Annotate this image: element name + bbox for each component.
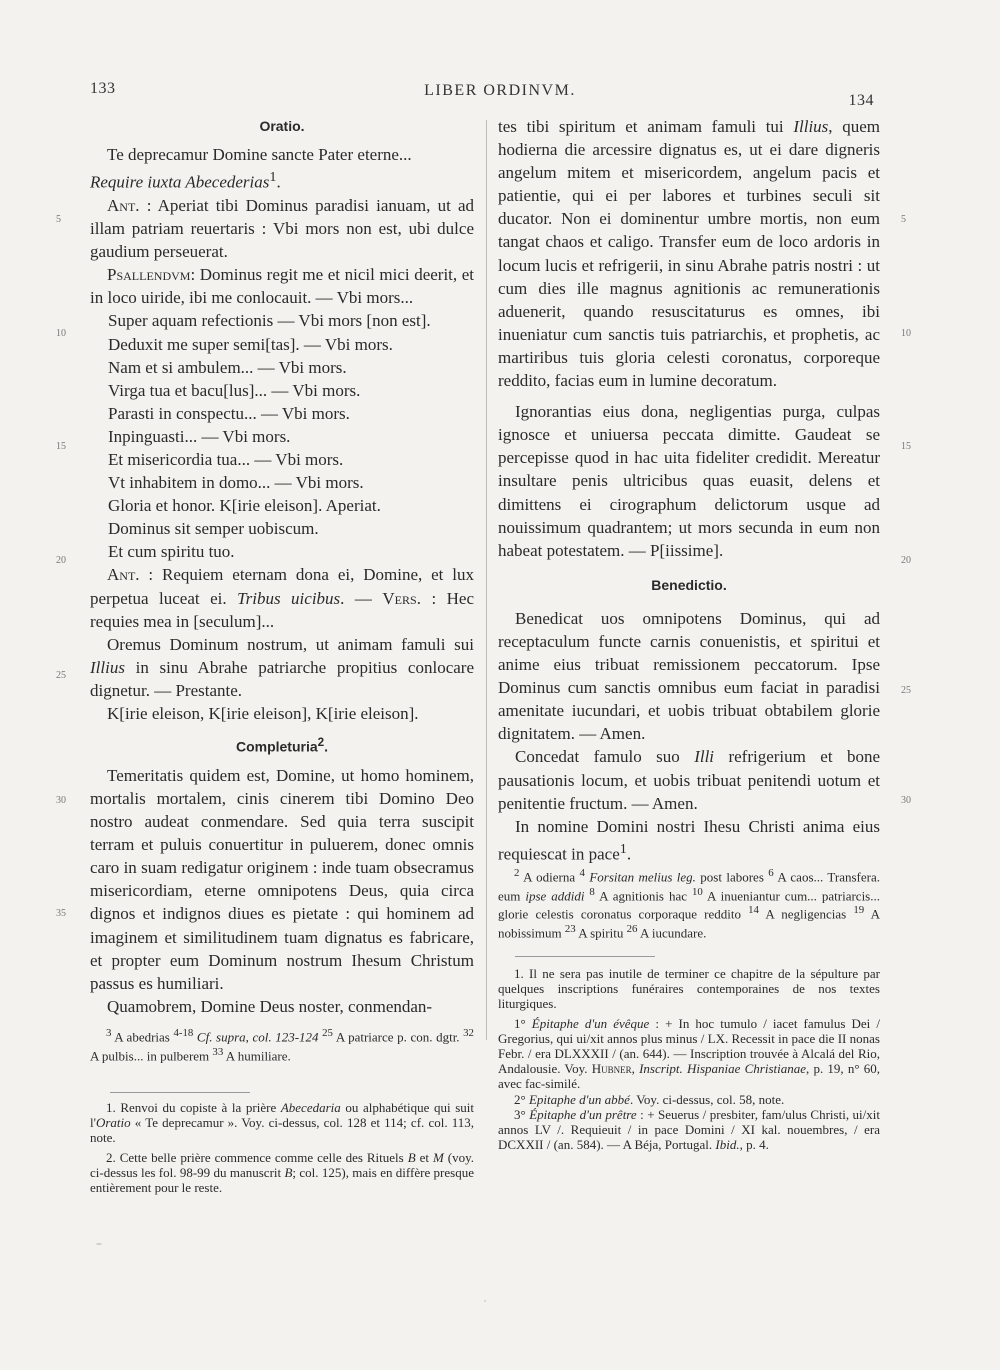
text: In nomine Domini nostri Ihesu Christi anima eius requiescat in pace <box>498 816 880 864</box>
footnote <box>90 1150 474 1196</box>
text: Hubner <box>591 1061 632 1077</box>
variant-text: Forsitan melius leg. <box>589 869 696 885</box>
text: 1. Renvoi du copiste à la prière <box>106 1100 281 1115</box>
variant-number: 19 <box>853 904 865 917</box>
variants-paragraph <box>90 1026 474 1063</box>
paper-speckle <box>484 1300 486 1302</box>
text: . Voy. ci-dessus, col. 58, note. <box>629 1091 785 1107</box>
text: . <box>626 844 632 864</box>
text: Épitaphe d'un évêque <box>531 1015 650 1031</box>
text: : Requiem eternam dona ei, Domine, et lux perpetua luceat ei. <box>90 565 474 608</box>
antiphon-label: Ant. <box>107 195 140 215</box>
psalm-label: Psallendvm <box>107 265 191 285</box>
variants-paragraph <box>498 866 880 940</box>
epitaph-number: 1° <box>514 1015 526 1031</box>
heading-text: Completuria <box>235 738 318 755</box>
variant-text: A iucundare. <box>639 924 707 940</box>
footnote-epitaph <box>498 1016 880 1092</box>
rubric: Illius <box>90 657 125 677</box>
text: Epitaphe d'un abbé <box>528 1091 630 1107</box>
variant-text: A spiritu <box>578 924 627 940</box>
antiphon <box>90 563 474 632</box>
line-number: 25 <box>56 670 66 681</box>
benedictio-paragraph <box>498 815 880 866</box>
text: in sinu Abrahe patriarche propitius conlocare dignetur. — Prestante. <box>90 657 474 700</box>
rubric: Tribus uicibus <box>237 588 341 608</box>
variant-text: A pulbis... in pulberem <box>90 1047 213 1063</box>
text: Oremus Dominum nostrum, ut animam famuli sui <box>107 634 474 654</box>
variant-number: 25 <box>322 1027 333 1039</box>
text: ; col. 125), mais en diffère presque entièrement pour le reste. <box>90 1164 474 1196</box>
variant-number: 26 <box>626 922 638 935</box>
footnote-epitaph <box>498 1092 880 1107</box>
text: : + In hoc tumulo / iacet famulus Dei / Gregorius, qui ui/xit annos plus minus / LX. Recessit in pace die II nonas Febr. / era DLXXXII / (an. 644). — Inscription trouvée à Alcalá del Rio, Andalousie. Voy. <box>498 1015 880 1077</box>
variant-number: 6 <box>768 867 774 879</box>
line-number: 25 <box>901 685 911 696</box>
variant-text: A abedrias <box>114 1029 174 1045</box>
variant-text: Cf. supra, col. 123-124 <box>196 1029 319 1045</box>
variant-text: A nobissimum <box>498 906 880 940</box>
variant-text: post labores <box>695 869 769 885</box>
line-number: 35 <box>56 908 66 919</box>
line-number: 20 <box>56 555 66 566</box>
footnote: 1. Il ne sera pas inutile de terminer ce chapitre de la sépulture par quelques inscriptions funéraires contemporaines de nos textes liturgiques. <box>498 966 880 1012</box>
text: 2. Cette belle prière commence comme celle des Rituels <box>106 1149 408 1165</box>
verse-line: Virga tua et bacu[lus]... — Vbi mors. <box>108 380 361 400</box>
running-title: LIBER ORDINVM. <box>424 82 576 99</box>
text: (voy. ci-dessus les fol. 98-99 du manuscrit <box>90 1149 474 1180</box>
text: Te deprecamur Domine sancte Pater eterne... <box>107 145 412 165</box>
line-number: 20 <box>901 555 911 566</box>
verse-line: Et cum spiritu tuo. <box>108 542 235 562</box>
paper-speckle <box>96 1243 102 1245</box>
text: . <box>276 172 281 192</box>
text: et <box>415 1149 433 1165</box>
kyrie-line: K[irie eleison, K[irie eleison], K[irie eleison]. <box>107 704 419 723</box>
section-heading-benedictio: Benedictio. <box>651 576 727 593</box>
completuria-paragraph: Temeritatis quidem est, Domine, ut homo hominem, mortalis mortalem, cinis cinerem tibi Domino Deo nostro audeat conmendare. Sed quia terra suscipit terram et puluis conuertitur in puluerem, donec omnis caro in suam redigatur originem : inde tuam obsecramus misericordiam, eterne omnipotens Deus, quia circa dignos et indignos diues es pietate : qui hominem ad imaginem et similitudinem tuam dignatus es fabricare, et propter eum Dominum nostrum Ihesum Christum passus es humiliari. <box>90 765 474 993</box>
text: , p. 4. <box>739 1137 769 1153</box>
psalm <box>90 263 474 309</box>
page-number-right: 134 <box>848 92 874 109</box>
variant-text: A negligencias <box>765 906 854 922</box>
text: M <box>432 1149 444 1165</box>
antiphon-label: Ant. <box>107 565 140 585</box>
verse-line: Vt inhabitem in domo... — Vbi mors. <box>108 473 364 493</box>
text: Concedat famulo suo <box>515 747 695 767</box>
epitaph-number: 3° <box>514 1106 526 1122</box>
epitaph-number: 2° <box>514 1091 526 1107</box>
verse-line: Parasti in conspectu... — Vbi mors. <box>108 403 350 423</box>
verse-label: Vers. <box>382 588 421 608</box>
text: ou alphabétique qui suit l' <box>90 1100 475 1131</box>
completuria-paragraph: Ignorantias eius dona, negligentias purga, culpas ignosce et uniuersa peccata dimitte. Gaudeat se percepisse quod in hac uita fideliter credidit. Mereatur insultare penis ultricibus quas euasit, delens et dimittens ei cirographum delictorum usque ad nouissimum quadrantem; ut mors secunda in eum non habeat potestatem. — P[iissime]. <box>498 402 880 560</box>
benedictio-paragraph <box>498 745 880 814</box>
text: , quem hodierna die arcessire dignatus es, ut ei dare digneris angelum mitem et misericordem, angelum pacis et patientie, qui ei per labores et turbines seculi sit ducator. Non ei dominentur umbre mortis, non eum tangat chaos et caligo. Transfer eum de loco ardoris in locum lucis et refrigerii, in sinu Abrahe patris nostri : ut cum dies ille magnus agnitionis ac remunerationis aduenerit, quando resuscitaturus es omnes, ibi inueniatur cum sanctis tuis patriarchis, et prophetis, ac martiribus tuis gloria celesti coronatus, corporeque reddito, facias eum in lumine decoratum. <box>498 117 880 391</box>
variant-number: 4-18 <box>173 1027 194 1039</box>
verse-line: Inpinguasti... — Vbi mors. <box>108 426 291 446</box>
variant-number: 32 <box>463 1027 474 1039</box>
variant-number: 23 <box>564 922 576 935</box>
verse-line: Dominus sit semper uobiscum. <box>108 519 319 539</box>
variant-number: 14 <box>748 904 759 917</box>
line-number: 5 <box>56 214 61 225</box>
variant-text: A humiliare. <box>225 1047 291 1063</box>
text: B <box>284 1164 293 1180</box>
footnotes-left <box>90 1100 474 1195</box>
completuria-continuation <box>498 115 880 392</box>
column-divider <box>486 120 487 1040</box>
variant-number: 10 <box>691 885 703 898</box>
completuria-paragraph: Quamobrem, Domine Deus noster, conmendan- <box>107 996 433 1016</box>
text: . — <box>340 588 383 608</box>
text: : + Seuerus / presbiter, fam/ulus Christi, ui/xit annos LV /. Requieuit / in pace Domini / XI kal. nouembres, / era DCXXII / (an. 584). — A Béja, Portugal. <box>498 1106 880 1153</box>
text: Abecedaria <box>280 1100 341 1115</box>
text: Oratio <box>95 1115 131 1131</box>
footnotes-right <box>498 966 880 1152</box>
line-number: 15 <box>901 441 911 452</box>
text: tes tibi spiritum et animam famuli tui <box>498 117 794 136</box>
left-column <box>90 115 474 1018</box>
variant-readings-right <box>498 866 880 940</box>
oremus-paragraph <box>90 633 474 702</box>
verse-line: Nam et si ambulem... — Vbi mors. <box>108 357 347 377</box>
rubric: Illius <box>793 117 829 136</box>
variant-text: A agnitionis hac <box>599 887 692 903</box>
text: : Dominus regit me et nicil mici deerit, et in loco uiride, ibi me conlocauit. — Vbi mors... <box>90 265 474 308</box>
variant-number: 33 <box>212 1045 224 1058</box>
benedictio-paragraph: Benedicat uos omnipotens Dominus, qui ad receptaculum functe carnis conuenistis, et spiritui et anime eius tribuat remissionem peccatorum. Ipse Dominus cum sanctis omnibus eum faciat in paradisi amenitate iucundari, et uobis tribuat obtabilem glorie dignitatem. — Amen. <box>498 608 880 744</box>
section-heading-completuria <box>90 731 474 759</box>
footnote-ref: 1 <box>619 840 627 857</box>
right-column <box>498 115 880 866</box>
verse-line: Et misericordia tua... — Vbi mors. <box>108 449 344 469</box>
line-number: 10 <box>56 328 66 339</box>
variant-number: 2 <box>514 867 520 879</box>
text: « Te deprecamur ». Voy. ci-dessus, col. 128 et 114; cf. col. 113, note. <box>90 1115 474 1146</box>
variant-number: 3 <box>106 1027 112 1039</box>
heading-text: . <box>324 738 329 755</box>
variant-number: 8 <box>589 885 595 898</box>
section-heading-oratio: Oratio. <box>259 118 305 134</box>
variant-text: A caos... Transfera. eum <box>498 869 880 903</box>
line-number: 5 <box>901 214 906 225</box>
verse-line: Gloria et honor. K[irie eleison]. Aperiat. <box>108 496 381 516</box>
antiphon <box>90 194 474 263</box>
text: Épitaphe d'un prêtre <box>529 1106 637 1122</box>
variant-number: 4 <box>579 867 585 879</box>
text: Inscript. Hispaniae Christianae <box>639 1061 807 1077</box>
text: , p. 19, n° 60, avec fac-similé. <box>498 1061 880 1092</box>
variant-text: A odierna <box>523 869 580 885</box>
text: , <box>631 1061 640 1077</box>
variant-text: ipse addidi <box>525 887 585 903</box>
verse-line: Super aquam refectionis — Vbi mors [non est]. <box>108 311 431 331</box>
text: : Hec requies mea in [seculum]... <box>90 588 475 631</box>
variant-text: A patriarce p. con. dgtr. <box>335 1029 464 1045</box>
rubric: Require iuxta Abecederias <box>90 172 270 192</box>
verse-line: Deduxit me super semi[tas]. — Vbi mors. <box>108 334 393 354</box>
page-number-left: 133 <box>90 80 116 97</box>
footnote <box>90 1100 474 1146</box>
variant-readings-left <box>90 1026 474 1063</box>
line-number: 30 <box>901 795 911 806</box>
variant-text: A inueniantur cum... patriarcis... glorie celestis coronatus corporaque reddito <box>498 887 880 922</box>
footnote-epitaph <box>498 1107 880 1153</box>
text: Ibid. <box>715 1137 740 1153</box>
line-number: 15 <box>56 441 66 452</box>
footnote-ref: 2 <box>317 736 325 750</box>
oratio-incipit <box>90 143 474 194</box>
line-number: 10 <box>901 328 911 339</box>
text: B <box>407 1149 416 1165</box>
text: refrigerium et bone pausationis locum, et uobis tribuat penitendi uotum et penitentie fructum. — Amen. <box>498 747 881 813</box>
text: : Aperiat tibi Dominus paradisi ianuam, ut ad illam patriam reuertaris : Vbi mors non est, ubi dulce gaudium perseuerat. <box>90 195 474 262</box>
footnote-ref: 1 <box>269 169 277 186</box>
footnote-rule <box>110 1092 250 1093</box>
line-number: 30 <box>56 795 66 806</box>
rubric: Illi <box>694 747 715 767</box>
footnote-rule <box>515 956 655 957</box>
